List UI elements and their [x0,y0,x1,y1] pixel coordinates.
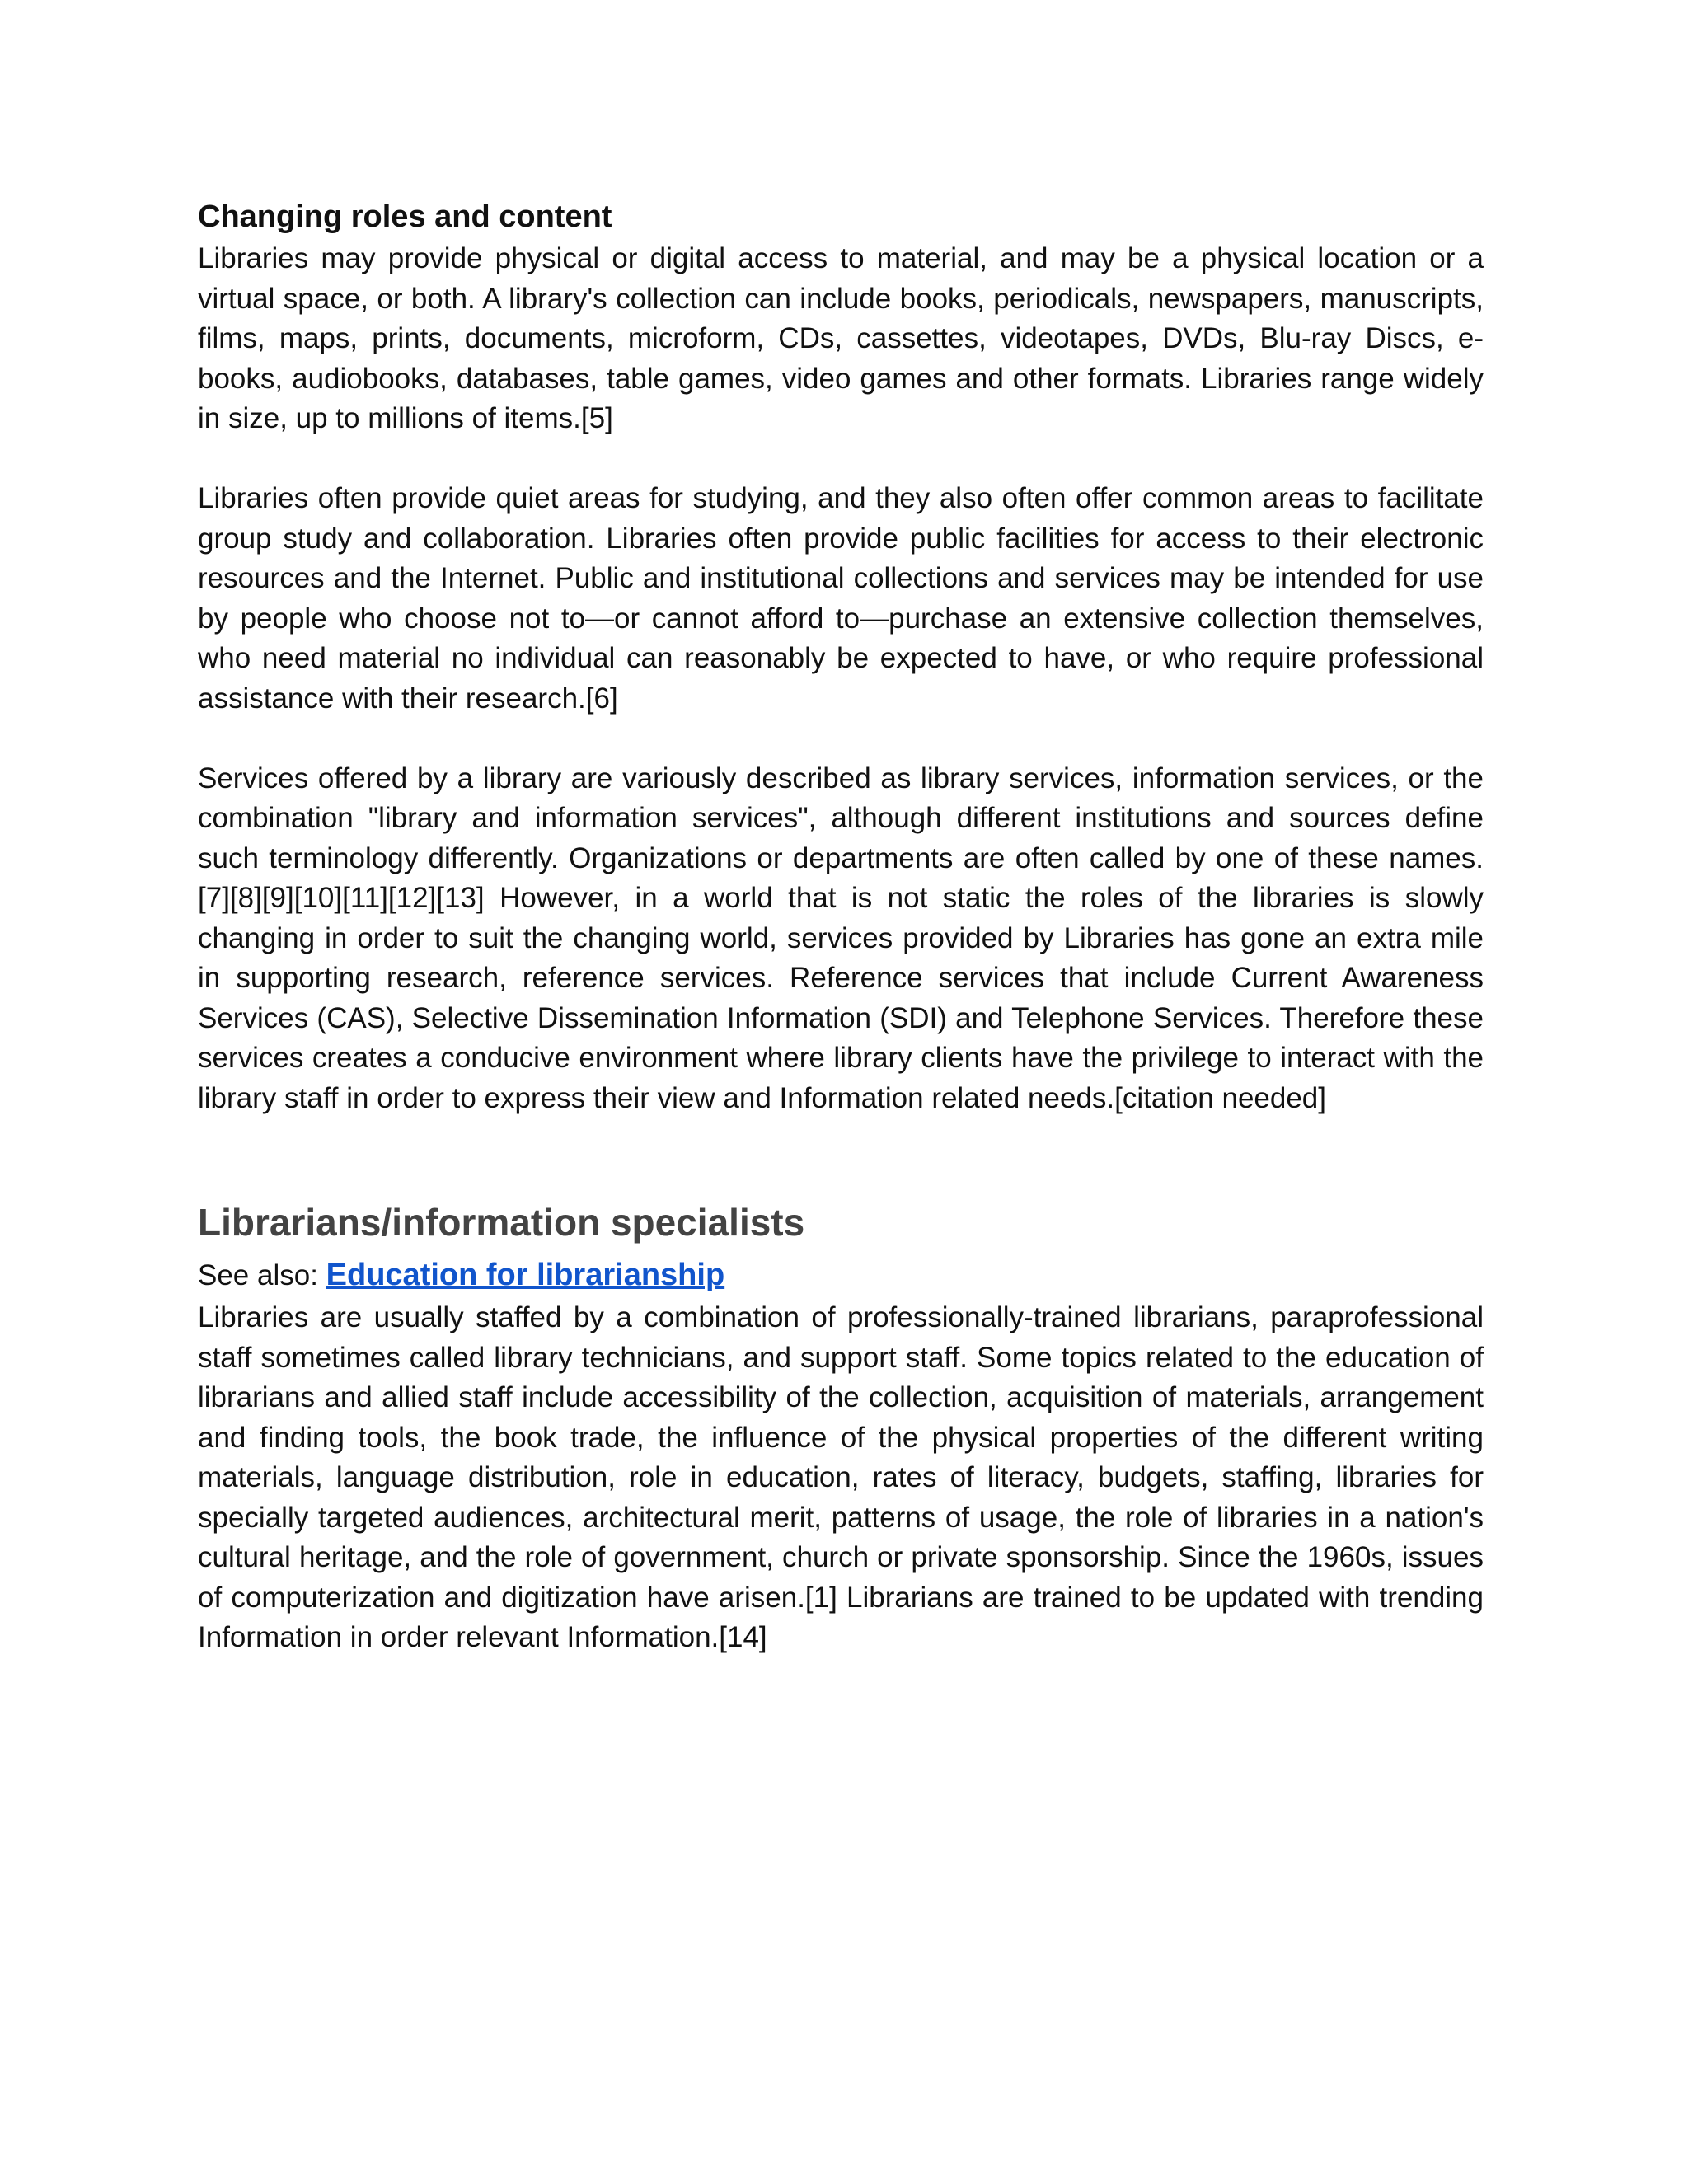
section-heading-changing-roles: Changing roles and content [198,199,612,234]
paragraph-services-offered: Services offered by a library are variously described as library services, information services, or the combination "library and information services", although different institutions and sources define such terminology differently. Organizations or departments are often called by one of these names.[7][8][9][10][11][12][13] However, in a world that is not static the roles of the libraries is slowly changing in order to suit the changing world, services provided by Libraries has gone an extra mile in supporting research, reference services. Reference services that include Current Awareness Services (CAS), Selective Dissemination Information (SDI) and Telephone Services. Therefore these services creates a conducive environment where library clients have the privilege to interact with the library staff in order to express their view and Information related needs.[citation needed] [198,762,1484,1114]
section-spacer [198,1118,1484,1198]
paragraph-spacer [198,439,1484,480]
paragraph-quiet-areas: Libraries often provide quiet areas for studying, and they also often offer common areas to facilitate group study and collaboration. Libraries often provide public facilities for access to their electronic resources and the Internet. Public and institutional collections and services may be intended for use by people who choose not to—or cannot afford to—purchase an extensive collection themselves, who need material no individual can reasonably be expected to have, or who require professional assistance with their research.[6] [198,482,1484,715]
section-heading-librarians: Librarians/information specialists [198,1201,805,1244]
paragraph-access-to-material: Libraries may provide physical or digital access to material, and may be a physical location or a virtual space, or both. A library's collection can include books, periodicals, newspapers, manuscripts, films, maps, prints, documents, microform, CDs, cassettes, videotapes, DVDs, Blu-ray Discs, e-books, audiobooks, databases, table games, video games and other formats. Libraries range widely in size, up to millions of items.[5] [198,242,1484,434]
see-also-prefix: See also: [198,1259,326,1291]
education-for-librarianship-link[interactable]: Education for librarianship [326,1258,725,1292]
paragraph-librarians-staffing: Libraries are usually staffed by a combination of professionally-trained librarians, paraprofessional staff sometimes called library technicians, and support staff. Some topics related to the education of librarians and allied staff include accessibility of the collection, acquisition of materials, arrangement and finding tools, the book trade, the influence of the physical properties of the different writing materials, language distribution, role in education, rates of literacy, budgets, staffing, libraries for specially targeted audiences, architectural merit, patterns of usage, the role of libraries in a nation's cultural heritage, and the role of government, church or private sponsorship. Since the 1960s, issues of computerization and digitization have arisen.[1] Librarians are trained to be updated with trending Information in order relevant Information.[14] [198,1301,1484,1653]
see-also-line [198,1253,1484,1298]
document-page [198,194,1484,1658]
paragraph-spacer [198,719,1484,759]
